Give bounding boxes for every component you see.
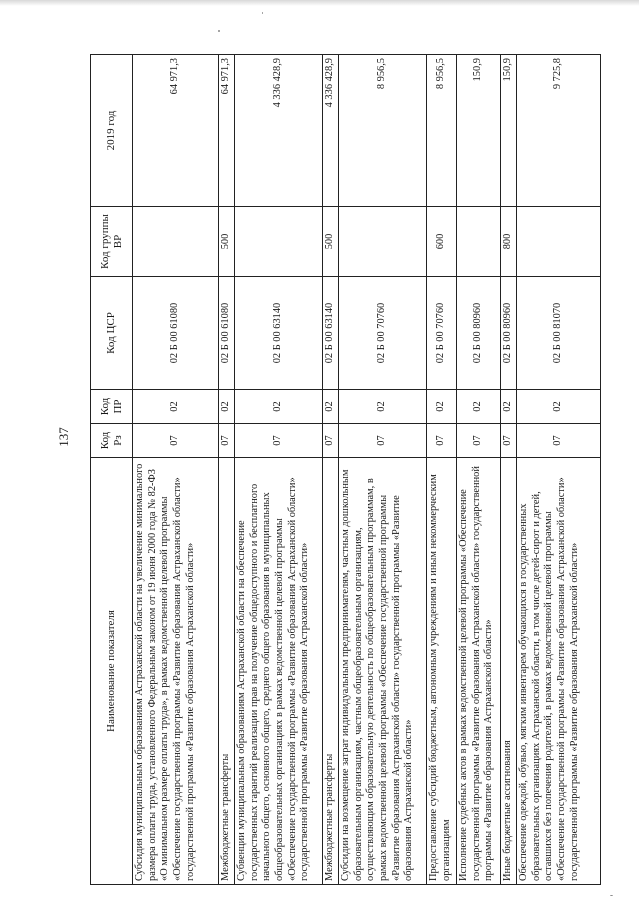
row-sum: 64 971,3 [219, 55, 235, 207]
row-pr: 02 [339, 390, 427, 424]
row-pr: 02 [517, 390, 601, 424]
table-row [339, 55, 427, 885]
row-csr: 02 Б 00 80960 [501, 277, 517, 390]
table-row [235, 55, 323, 885]
row-sum: 150,9 [501, 55, 517, 207]
row-pr: 02 [219, 390, 235, 424]
row-vr: 600 [427, 207, 457, 277]
scan-speck [218, 30, 220, 32]
table-row [457, 55, 501, 885]
row-vr: 500 [219, 207, 235, 277]
row-sum: 150,9 [457, 55, 501, 207]
row-pr: 02 [235, 390, 323, 424]
header-year: 2019 год [91, 55, 133, 207]
scan-edge [0, 0, 639, 6]
row-pr: 02 [457, 390, 501, 424]
row-vr [339, 207, 427, 277]
row-rz: 07 [501, 424, 517, 458]
header-rz: Код Рз [91, 424, 133, 458]
row-sum: 4 336 428,9 [323, 55, 339, 207]
row-name: Субвенции муниципальным образованиям Астраханской области на обеспечение государственных гарантий реализации прав на получение общедоступного и бесплатного начального общего, основного общего, среднего общего образования в муниципальных общеобразовательных организациях в рамках ведомственной целевой программы «Обеспечение государственной программы «Развитие образования Астраханской области» государственной программы «Развитие образования Астраханской области» [235, 458, 323, 885]
budget-table [90, 54, 601, 885]
row-csr: 02 Б 00 61080 [219, 277, 235, 390]
row-sum: 64 971,3 [133, 55, 219, 207]
row-vr: 500 [323, 207, 339, 277]
table-row [219, 55, 235, 885]
page-number: 137 [56, 427, 71, 447]
row-rz: 07 [133, 424, 219, 458]
row-csr: 02 Б 00 70760 [427, 277, 457, 390]
header-csr: Код ЦСР [91, 277, 133, 390]
row-rz: 07 [235, 424, 323, 458]
row-csr: 02 Б 00 80960 [457, 277, 501, 390]
row-rz: 07 [517, 424, 601, 458]
row-name: Межбюджетные трансферты [219, 458, 235, 885]
row-vr [133, 207, 219, 277]
row-pr: 02 [501, 390, 517, 424]
header-vr: Код группы ВР [91, 207, 133, 277]
header-name: Наименование показателя [91, 458, 133, 885]
row-rz: 07 [427, 424, 457, 458]
row-pr: 02 [427, 390, 457, 424]
scan-speck [610, 895, 613, 896]
row-name: Межбюджетные трансферты [323, 458, 339, 885]
row-name: Исполнение судебных актов в рамках ведомственной целевой программы «Обеспечение государственной программы «Развитие образования Астраханской области» государственной программы «Развитие образования Астраханской области» [457, 458, 501, 885]
row-vr [517, 207, 601, 277]
row-csr: 02 Б 00 61080 [133, 277, 219, 390]
row-sum: 8 956,5 [339, 55, 427, 207]
row-rz: 07 [339, 424, 427, 458]
row-rz: 07 [323, 424, 339, 458]
row-name: Предоставление субсидий бюджетным, автономным учреждениям и иным некоммерческим организациям [427, 458, 457, 885]
row-csr: 02 Б 00 63140 [235, 277, 323, 390]
row-csr: 02 Б 00 70760 [339, 277, 427, 390]
row-vr [235, 207, 323, 277]
table-row [323, 55, 339, 885]
row-rz: 07 [457, 424, 501, 458]
row-sum: 8 956,5 [427, 55, 457, 207]
row-csr: 02 Б 00 63140 [323, 277, 339, 390]
row-sum: 4 336 428,9 [235, 55, 323, 207]
row-name: Обеспечение одеждой, обувью, мягким инвентарем обучающихся в государственных образовательных организациях Астраханской области, в том числе детей-сирот и детей, оставшихся без попечения родителей, в рамках ведомственной целевой программы «Обеспечение государственной программы «Развитие образования Астраханской области» государственной программы «Развитие образования Астраханской области» [517, 458, 601, 885]
row-pr: 02 [323, 390, 339, 424]
header-pr: Код ПР [91, 390, 133, 424]
table-row [133, 55, 219, 885]
row-vr: 800 [501, 207, 517, 277]
row-rz: 07 [219, 424, 235, 458]
row-name: Субсидия муниципальным образованиям Астраханской области на увеличение минимального размера оплаты труда, установленного Федеральным законом от 19 июня 2000 года № 82-ФЗ «О минимальном размере оплаты труда», в рамках ведомственной целевой программы «Обеспечение государственной программы «Развитие образования Астраханской области» государственной программы «Развитие образования Астраханской области» [133, 458, 219, 885]
table-row [517, 55, 601, 885]
row-sum: 9 725,8 [517, 55, 601, 207]
table-row [501, 55, 517, 885]
rotated-table-container [90, 55, 600, 885]
row-csr: 02 Б 00 81070 [517, 277, 601, 390]
row-pr: 02 [133, 390, 219, 424]
row-name: Иные бюджетные ассигнования [501, 458, 517, 885]
row-name: Субсидии на возмещение затрат индивидуальным предпринимателям, частным дошкольным образовательным организациям, частным общеобразовательным организациям, осуществляющим образовательную деятельность по общеобразовательным программам, в рамках ведомственной целевой программы «Обеспечение государственной программы «Развитие образования Астраханской области» государственной программы «Развитие образования Астраханской области» [339, 458, 427, 885]
scan-speck [262, 12, 263, 14]
table-row [427, 55, 457, 885]
row-vr [457, 207, 501, 277]
table-header-row [91, 55, 133, 885]
